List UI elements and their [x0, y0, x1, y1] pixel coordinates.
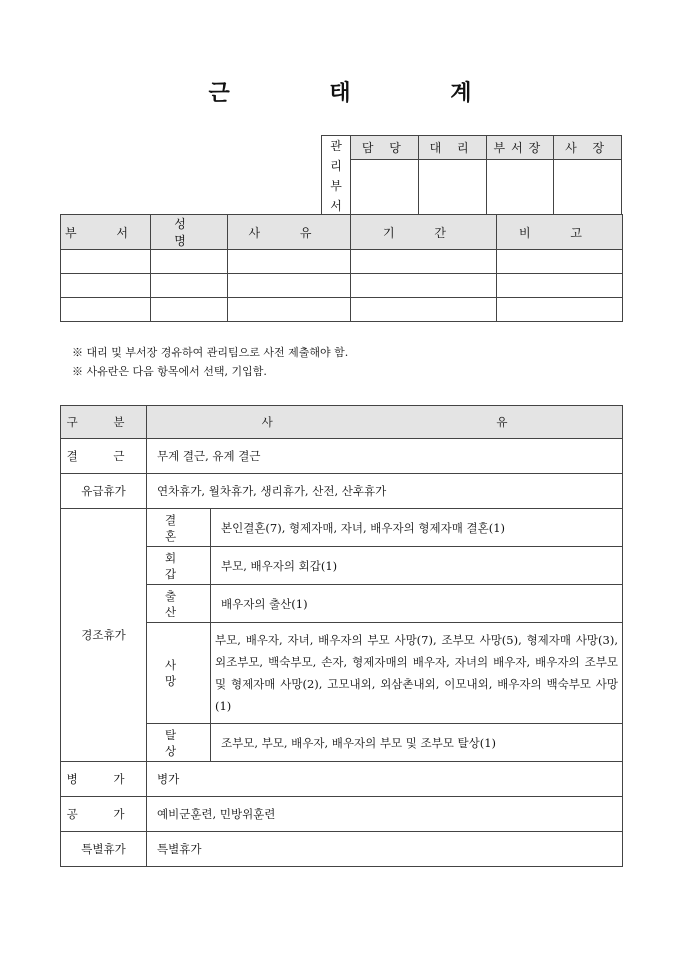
header-reason: 사 유 [228, 215, 351, 250]
signature-cell[interactable] [418, 160, 486, 217]
approval-role-manager: 부서장 [486, 136, 554, 160]
name-cell[interactable] [151, 298, 228, 322]
category-text: 무계 결근, 유계 결근 [147, 439, 623, 474]
signature-cell[interactable] [486, 160, 554, 217]
name-cell[interactable] [151, 250, 228, 274]
approval-side-label: 관 리 부 서 [322, 136, 351, 217]
header-department: 부 서 [61, 215, 151, 250]
signature-cell[interactable] [351, 160, 419, 217]
approval-role-president: 사 장 [554, 136, 622, 160]
table-row [61, 762, 623, 797]
note-line: ※ 사유란은 다음 항목에서 선택, 기입함. [72, 365, 267, 378]
department-cell[interactable] [61, 250, 151, 274]
approval-box [321, 135, 622, 217]
category-label: 경조휴가 [61, 509, 147, 762]
table-row [61, 250, 623, 274]
approval-role-staff: 담 당 [351, 136, 419, 160]
subcategory-text: 부모, 배우자의 회갑(1) [211, 547, 623, 585]
category-label: 유급휴가 [61, 474, 147, 509]
period-cell[interactable] [351, 250, 497, 274]
subcategory-label: 사 망 [147, 623, 211, 724]
header-remarks: 비 고 [497, 215, 623, 250]
table-row [61, 439, 623, 474]
category-text: 병가 [147, 762, 623, 797]
table-row [61, 797, 623, 832]
signature-cell[interactable] [554, 160, 622, 217]
table-row [61, 474, 623, 509]
reason-cell[interactable] [228, 274, 351, 298]
remarks-cell[interactable] [497, 250, 623, 274]
reason-codes-table [60, 405, 623, 867]
category-text: 특별휴가 [147, 832, 623, 867]
subcategory-label: 탈 상 [147, 724, 211, 762]
category-label: 병 가 [61, 762, 147, 797]
attendance-form-table [60, 214, 623, 322]
category-text: 예비군훈련, 민방위훈련 [147, 797, 623, 832]
subcategory-text: 본인결혼(7), 형제자매, 자녀, 배우자의 형제자매 결혼(1) [211, 509, 623, 547]
approval-role-deputy: 대 리 [418, 136, 486, 160]
document-title: 근 태 계 [208, 80, 518, 106]
header-name: 성 명 [151, 215, 228, 250]
subcategory-label: 결 혼 [147, 509, 211, 547]
department-cell[interactable] [61, 298, 151, 322]
subcategory-text: 부모, 배우자, 자녀, 배우자의 부모 사망(7), 조부모 사망(5), 형제자매 사망(3), 외조부모, 백숙부모, 손자, 형제자매의 배우자, 자녀의 배우자, 배우자의 조부모 및 형제자매 사망(2), 고모내외, 외삼촌내외, 이모내외, 배우자의 백숙부모 사망(1) [211, 623, 623, 724]
subcategory-label: 출 산 [147, 585, 211, 623]
note-line: ※ 대리 및 부서장 경유하여 관리팀으로 사전 제출해야 함. [72, 346, 349, 359]
header-category: 구 분 [61, 406, 147, 439]
remarks-cell[interactable] [497, 298, 623, 322]
category-label: 특별휴가 [61, 832, 147, 867]
subcategory-text: 조부모, 부모, 배우자, 배우자의 부모 및 조부모 탈상(1) [211, 724, 623, 762]
period-cell[interactable] [351, 298, 497, 322]
period-cell[interactable] [351, 274, 497, 298]
header-period: 기 간 [351, 215, 497, 250]
table-row [61, 509, 623, 547]
remarks-cell[interactable] [497, 274, 623, 298]
subcategory-label: 회 갑 [147, 547, 211, 585]
category-label: 공 가 [61, 797, 147, 832]
table-row [61, 832, 623, 867]
table-row [61, 298, 623, 322]
name-cell[interactable] [151, 274, 228, 298]
department-cell[interactable] [61, 274, 151, 298]
table-row [61, 274, 623, 298]
reason-cell[interactable] [228, 250, 351, 274]
category-label: 결 근 [61, 439, 147, 474]
reason-cell[interactable] [228, 298, 351, 322]
notes [72, 343, 348, 381]
category-text: 연차휴가, 월차휴가, 생리휴가, 산전, 산후휴가 [147, 474, 623, 509]
header-reason-detail: 사 유 [147, 406, 623, 439]
subcategory-text: 배우자의 출산(1) [211, 585, 623, 623]
